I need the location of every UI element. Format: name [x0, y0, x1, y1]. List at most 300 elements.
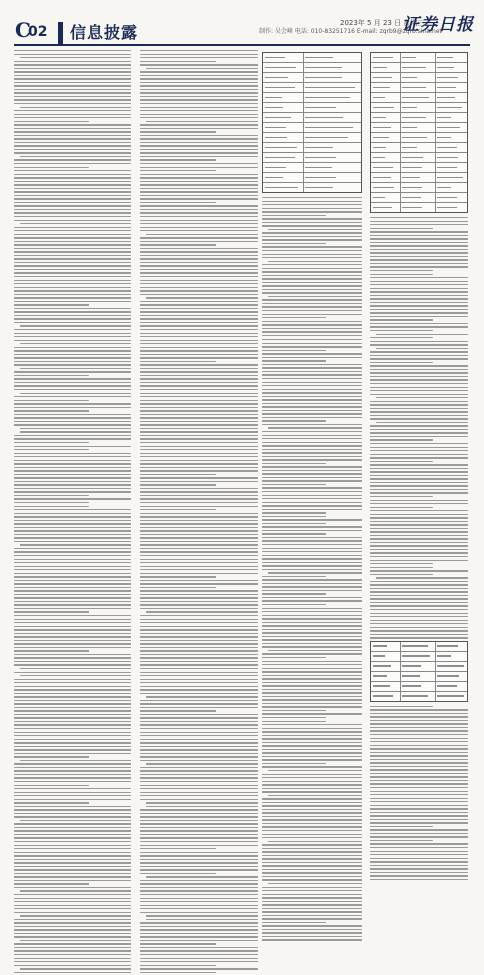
text-line — [370, 759, 468, 760]
text-line — [146, 763, 258, 764]
text-line — [140, 972, 216, 973]
text-line — [14, 848, 131, 849]
text-line — [14, 640, 131, 641]
text-line — [140, 555, 258, 556]
text-line — [14, 167, 89, 168]
text-line — [262, 618, 362, 619]
column-divider — [435, 173, 436, 182]
text-line — [140, 929, 258, 930]
text-line — [370, 443, 468, 444]
table-cell — [373, 87, 390, 88]
text-line — [140, 107, 258, 108]
text-line — [14, 227, 131, 228]
text-line — [262, 540, 362, 541]
text-line — [140, 364, 258, 365]
text-line — [262, 197, 362, 198]
text-line — [140, 749, 258, 750]
text-line — [14, 569, 131, 570]
table-row — [263, 143, 361, 153]
table-cell — [402, 675, 420, 676]
column-divider — [435, 153, 436, 162]
table-cell — [373, 167, 393, 168]
column-divider — [400, 682, 401, 691]
text-line — [140, 534, 258, 535]
text-line — [14, 792, 131, 793]
text-line — [14, 590, 131, 591]
text-line — [140, 340, 258, 341]
table-cell — [402, 167, 422, 168]
text-line — [370, 500, 468, 501]
text-line — [370, 277, 468, 278]
text-line — [140, 333, 258, 334]
text-line — [262, 299, 362, 300]
text-line — [14, 746, 131, 747]
text-line — [262, 480, 362, 481]
text-line — [140, 714, 258, 715]
text-line — [14, 241, 131, 242]
text-line — [140, 474, 216, 475]
table-cell — [437, 67, 454, 68]
text-line — [140, 117, 258, 118]
text-line — [14, 958, 131, 959]
column-divider — [303, 133, 304, 142]
table-cell — [305, 107, 336, 108]
text-line — [140, 301, 258, 302]
text-line — [370, 252, 468, 253]
text-line — [140, 647, 258, 648]
text-line — [140, 290, 258, 291]
text-line — [370, 780, 468, 781]
text-line — [140, 537, 258, 538]
text-line — [14, 894, 131, 895]
text-line — [140, 845, 258, 846]
text-line — [262, 551, 362, 552]
column-divider — [400, 662, 401, 671]
text-line — [370, 822, 468, 823]
text-line — [140, 205, 258, 206]
text-line — [14, 566, 131, 567]
text-line — [370, 858, 468, 859]
text-line — [140, 89, 258, 90]
text-line — [370, 552, 468, 553]
text-line — [14, 943, 131, 944]
text-line — [262, 548, 362, 549]
text-line — [262, 473, 362, 474]
text-line — [370, 281, 468, 282]
text-line — [268, 650, 362, 651]
text-line — [370, 425, 468, 426]
text-line — [14, 347, 131, 348]
table-cell — [437, 137, 451, 138]
text-line — [370, 613, 468, 614]
text-line — [14, 177, 131, 178]
text-line — [14, 170, 131, 171]
text-line — [140, 495, 258, 496]
text-line — [14, 763, 131, 764]
text-line — [140, 463, 258, 464]
text-line — [14, 467, 131, 468]
text-line — [14, 424, 131, 425]
text-line — [14, 721, 131, 722]
text-line — [14, 96, 131, 97]
column-4-text-b — [370, 706, 468, 880]
text-line — [262, 452, 362, 453]
text-line — [14, 562, 131, 563]
text-line — [14, 749, 131, 750]
text-line — [140, 145, 258, 146]
text-line — [140, 212, 258, 213]
text-line — [140, 410, 258, 411]
text-line — [370, 581, 468, 582]
text-line — [140, 241, 258, 242]
table-cell — [437, 197, 457, 198]
text-line — [262, 685, 362, 686]
text-line — [14, 933, 131, 934]
text-line — [370, 390, 468, 391]
newspaper-logo: 证券日报 — [402, 15, 474, 35]
text-line — [14, 414, 131, 415]
text-line — [146, 121, 258, 122]
text-line — [146, 611, 258, 612]
text-line — [140, 114, 258, 115]
text-line — [140, 498, 258, 499]
text-line — [14, 333, 131, 334]
text-line — [262, 360, 326, 361]
table-row — [371, 83, 467, 93]
text-line — [262, 215, 326, 216]
text-line — [262, 389, 362, 390]
text-line — [14, 453, 131, 454]
text-line — [370, 833, 468, 834]
text-line — [370, 783, 468, 784]
text-line — [262, 558, 362, 559]
text-line — [140, 661, 258, 662]
text-line — [14, 315, 131, 316]
text-line — [140, 933, 258, 934]
table-cell — [305, 167, 332, 168]
column-divider — [303, 73, 304, 82]
text-line — [370, 404, 468, 405]
text-line — [262, 477, 362, 478]
text-line — [14, 527, 131, 528]
text-line — [14, 361, 131, 362]
table-cell — [305, 87, 355, 88]
text-line — [14, 777, 131, 778]
text-line — [262, 243, 326, 244]
column-divider — [303, 53, 304, 62]
text-line — [14, 481, 131, 482]
text-line — [370, 302, 468, 303]
text-line — [140, 54, 258, 55]
text-line — [140, 597, 258, 598]
text-line — [14, 657, 131, 658]
text-line — [268, 795, 362, 796]
text-line — [140, 216, 258, 217]
column-divider — [303, 83, 304, 92]
text-line — [14, 961, 131, 962]
text-line — [140, 721, 258, 722]
column-1-text — [14, 50, 131, 973]
text-line — [14, 686, 131, 687]
text-line — [370, 415, 468, 416]
column-divider — [435, 163, 436, 172]
text-line — [370, 769, 468, 770]
text-line — [14, 799, 131, 800]
text-line — [370, 805, 468, 806]
text-line — [370, 238, 468, 239]
column-divider — [435, 662, 436, 671]
text-line — [262, 512, 326, 513]
column-divider — [400, 692, 401, 701]
text-line — [262, 774, 362, 775]
text-line — [14, 152, 131, 153]
text-line — [370, 326, 468, 327]
text-line — [140, 248, 258, 249]
text-line — [20, 675, 131, 676]
text-line — [14, 587, 131, 588]
text-line — [14, 629, 131, 630]
text-line — [14, 936, 131, 937]
column-divider — [303, 113, 304, 122]
text-line — [262, 597, 362, 598]
text-line — [14, 869, 131, 870]
text-line — [370, 330, 433, 331]
text-line — [370, 503, 468, 504]
text-line — [268, 261, 362, 262]
text-line — [140, 936, 258, 937]
table-cell — [437, 655, 452, 656]
text-line — [370, 514, 468, 515]
text-line — [370, 217, 468, 218]
text-line — [140, 159, 216, 160]
text-line — [140, 99, 258, 100]
text-line — [140, 785, 258, 786]
text-line — [262, 724, 362, 725]
text-line — [20, 156, 131, 157]
text-line — [14, 488, 131, 489]
text-line — [370, 256, 468, 257]
text-line — [14, 597, 131, 598]
text-line — [140, 834, 258, 835]
text-line — [262, 285, 362, 286]
text-line — [14, 205, 131, 206]
text-line — [370, 341, 468, 342]
text-line — [140, 940, 258, 941]
text-line — [262, 901, 362, 902]
table-cell — [437, 107, 462, 108]
text-line — [262, 675, 362, 676]
text-line — [14, 883, 89, 884]
text-line — [370, 538, 468, 539]
text-line — [140, 460, 258, 461]
text-line — [262, 872, 362, 873]
text-line — [262, 611, 362, 612]
column-divider — [400, 103, 401, 112]
table-cell — [402, 645, 428, 646]
table-cell — [402, 57, 415, 58]
table-cell — [402, 87, 426, 88]
text-line — [14, 859, 131, 860]
table-row — [371, 73, 467, 83]
text-line — [14, 530, 131, 531]
text-line — [262, 208, 362, 209]
text-line — [140, 446, 258, 447]
text-line — [14, 767, 131, 768]
table-cell — [373, 655, 385, 656]
text-line — [140, 220, 258, 221]
text-line — [370, 221, 468, 222]
text-line — [20, 890, 131, 891]
text-line — [262, 855, 362, 856]
text-line — [140, 668, 258, 669]
text-line — [140, 57, 258, 58]
text-line — [14, 477, 131, 478]
text-line — [262, 894, 362, 895]
disclosure-table-3 — [370, 641, 468, 702]
text-line — [262, 328, 362, 329]
text-line — [140, 898, 258, 899]
text-line — [14, 714, 131, 715]
text-line — [140, 559, 258, 560]
text-line — [14, 216, 131, 217]
text-line — [262, 498, 362, 499]
text-line — [140, 449, 258, 450]
table-cell — [373, 157, 385, 158]
text-line — [262, 830, 362, 831]
text-line — [140, 566, 258, 567]
text-line — [14, 954, 131, 955]
text-line — [262, 759, 362, 760]
table-cell — [402, 107, 417, 108]
text-line — [370, 369, 468, 370]
column-divider — [400, 203, 401, 212]
text-line — [268, 841, 362, 842]
text-line — [14, 852, 131, 853]
text-line — [262, 435, 362, 436]
text-line — [140, 523, 258, 524]
text-line — [370, 524, 468, 525]
table-cell — [402, 147, 417, 148]
text-line — [262, 608, 362, 609]
text-line — [262, 420, 326, 421]
text-line — [14, 456, 131, 457]
text-line — [262, 717, 326, 718]
table-cell — [402, 67, 425, 68]
text-line — [370, 259, 468, 260]
text-line — [262, 858, 362, 859]
text-line — [370, 787, 468, 788]
text-line — [140, 837, 258, 838]
text-line — [14, 311, 131, 312]
text-line — [140, 689, 258, 690]
text-line — [14, 124, 131, 125]
table-row — [371, 163, 467, 173]
column-divider — [435, 143, 436, 152]
text-line — [262, 703, 362, 704]
table-cell — [305, 177, 336, 178]
text-line — [14, 901, 131, 902]
text-line — [262, 922, 326, 923]
text-line — [370, 847, 468, 848]
table-row — [371, 143, 467, 153]
table-cell — [305, 157, 336, 158]
table-cell — [373, 67, 387, 68]
table-row — [371, 133, 467, 143]
text-line — [140, 431, 258, 432]
text-line — [140, 75, 258, 76]
text-line — [14, 873, 131, 874]
text-line — [14, 834, 131, 835]
text-line — [140, 442, 258, 443]
text-line — [140, 50, 258, 51]
text-line — [20, 431, 131, 432]
text-line — [140, 643, 258, 644]
text-line — [370, 752, 468, 753]
text-line — [262, 565, 362, 566]
text-line — [140, 110, 258, 111]
text-line — [14, 809, 131, 810]
text-line — [140, 325, 258, 326]
text-line — [14, 460, 131, 461]
table-row — [371, 642, 467, 652]
column-divider — [303, 93, 304, 102]
text-line — [140, 576, 216, 577]
table-row — [371, 53, 467, 63]
table-cell — [402, 695, 428, 696]
text-line — [262, 544, 362, 545]
text-line — [262, 710, 326, 711]
text-line — [14, 710, 131, 711]
text-line — [262, 487, 362, 488]
text-line — [14, 138, 131, 139]
text-line — [14, 626, 131, 627]
text-line — [14, 251, 131, 252]
text-line — [14, 322, 131, 323]
text-line — [140, 544, 258, 545]
text-line — [14, 265, 131, 266]
text-line — [370, 249, 468, 250]
column-divider — [435, 103, 436, 112]
table-row — [263, 113, 361, 123]
table-cell — [373, 107, 394, 108]
text-line — [262, 232, 362, 233]
text-line — [140, 456, 258, 457]
column-divider — [435, 93, 436, 102]
table-cell — [373, 645, 387, 646]
table-row — [263, 103, 361, 113]
text-line — [140, 866, 258, 867]
text-line — [140, 396, 258, 397]
text-line — [14, 682, 131, 683]
text-line — [14, 340, 131, 341]
text-line — [370, 766, 468, 767]
column-divider — [435, 83, 436, 92]
text-line — [370, 723, 468, 724]
text-line — [370, 235, 468, 236]
text-line — [370, 394, 468, 395]
text-line — [370, 288, 468, 289]
text-line — [140, 947, 258, 948]
text-line — [14, 707, 131, 708]
table-cell — [373, 77, 392, 78]
text-line — [262, 268, 362, 269]
text-line — [14, 297, 131, 298]
text-line — [262, 218, 362, 219]
text-line — [370, 316, 468, 317]
text-line — [262, 668, 362, 669]
text-line — [140, 594, 258, 595]
text-line — [262, 456, 362, 457]
